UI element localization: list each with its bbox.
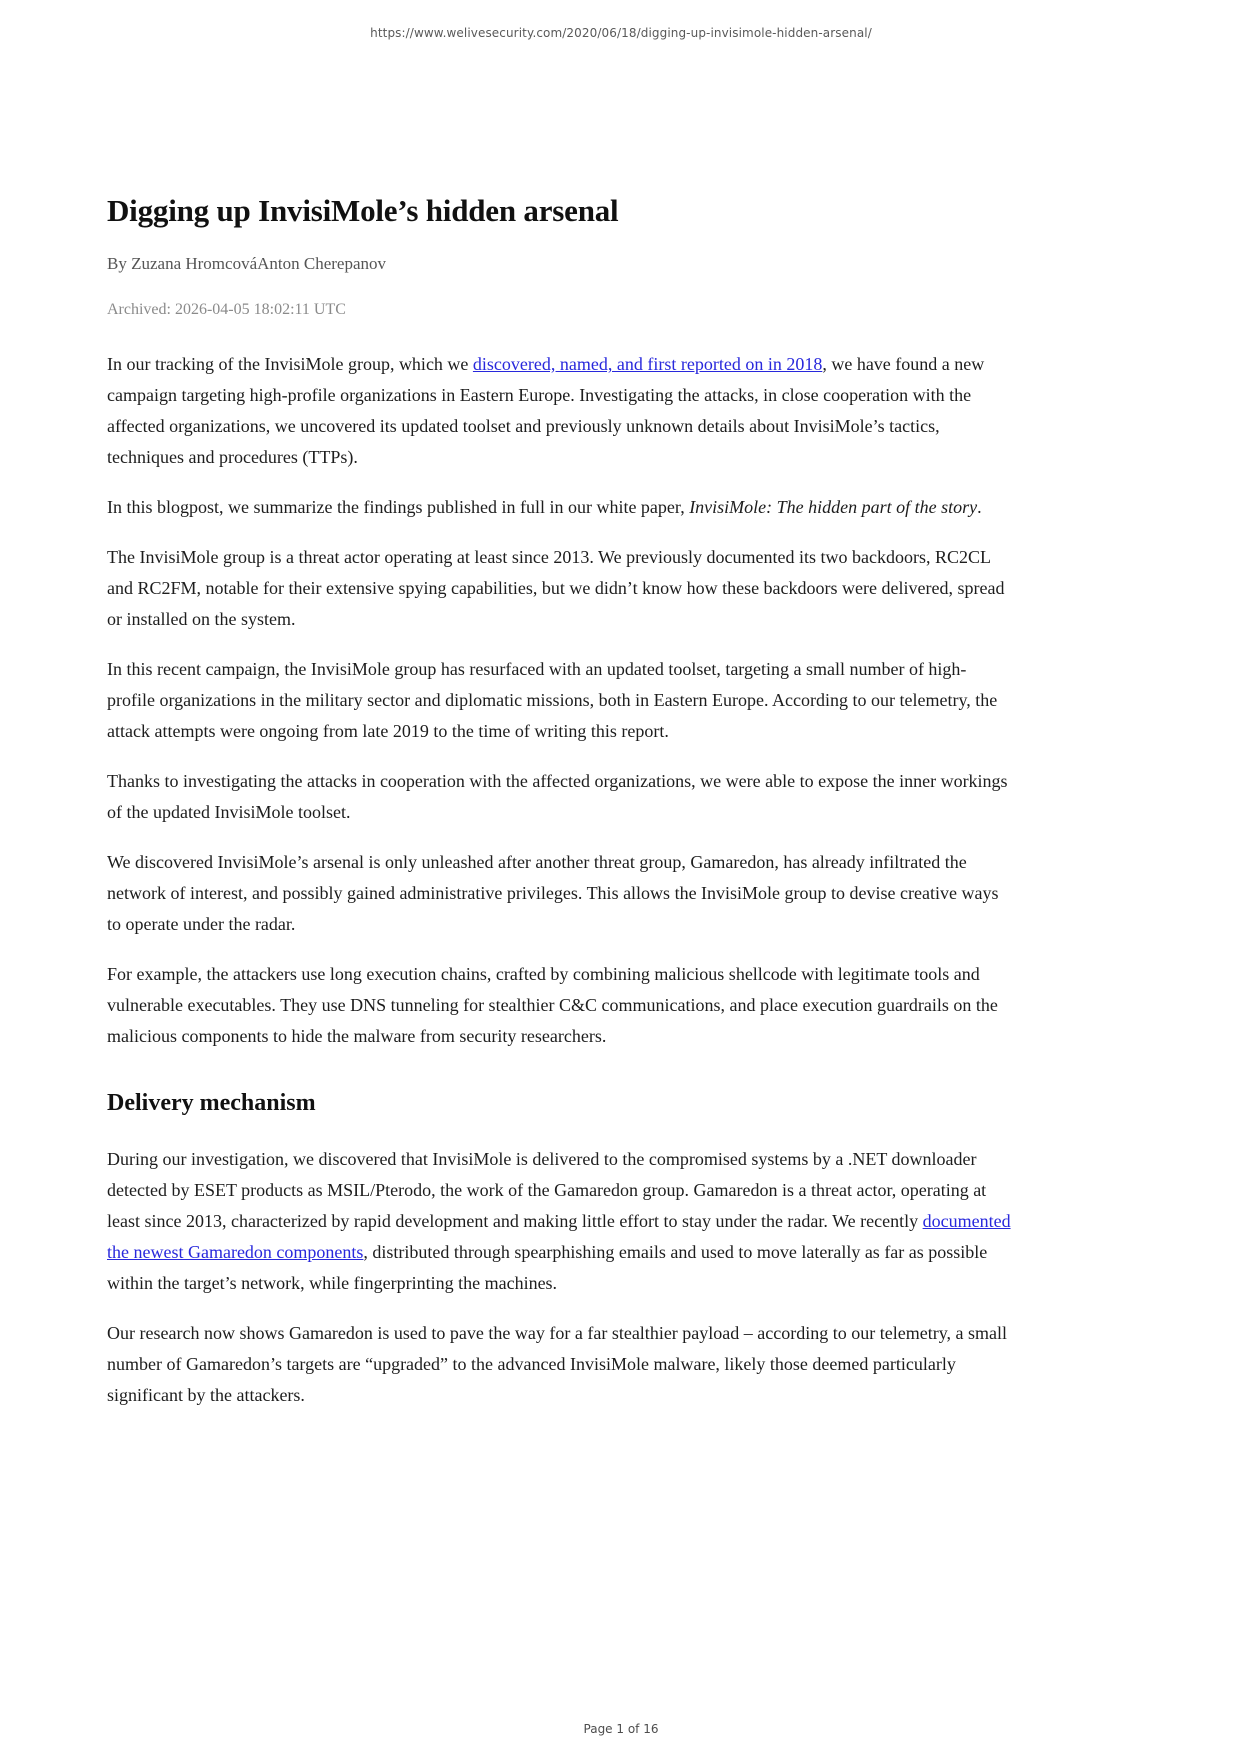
article	[107, 40, 1013, 1411]
text-run: , distributed through spearphishing emails and used to move laterally as far as possible within the target’s network, while fingerprinting the machines.	[107, 1242, 988, 1294]
text-run: In this recent campaign, the InvisiMole group has resurfaced with an updated toolset, targeting a small number of high-profile organizations in the military sector and diplomatic missions, both in Eastern Europe. According to our telemetry, the attack attempts were ongoing from late 2019 to the time of writing this report.	[107, 659, 998, 742]
inline-link[interactable]: discovered, named, and first reported on in 2018	[472, 354, 823, 375]
text-run: , we have found a new campaign targeting high-profile organizations in Eastern Europe. Investigating the attacks, in close cooperation with the affected organizations, we uncovered its updated toolset and previously unknown details about InvisiMole’s tactics, techniques and procedures (TTPs).	[107, 354, 985, 468]
text-run: For example, the attackers use long execution chains, crafted by combining malicious shellcode with legitimate tools and vulnerable executables. They use DNS tunneling for stealthier C&C communications, and place execution guardrails on the malicious components to hide the malware from security researchers.	[107, 964, 998, 1047]
page-number: Page 1 of 16	[583, 1722, 659, 1736]
paragraph	[107, 542, 1013, 635]
article-body	[107, 349, 1013, 1411]
archive-url-header	[0, 0, 1242, 40]
paragraph	[107, 1144, 1013, 1299]
archive-url: https://www.welivesecurity.com/2020/06/18/digging-up-invisimole-hidden-arsenal/	[370, 26, 872, 40]
italic-text: InvisiMole: The hidden part of the story	[689, 497, 978, 518]
page-footer	[0, 1722, 1242, 1736]
byline: By Zuzana HromcováAnton Cherepanov	[107, 254, 386, 274]
paragraph	[107, 349, 1013, 473]
text-run: .	[977, 497, 982, 518]
archived-timestamp: Archived: 2026-04-05 18:02:11 UTC	[107, 301, 346, 319]
paragraph	[107, 959, 1013, 1052]
paragraph	[107, 654, 1013, 747]
inline-link[interactable]: documented the newest Gamaredon components	[107, 1211, 1011, 1263]
text-run: The InvisiMole group is a threat actor operating at least since 2013. We previously documented its two backdoors, RC2CL and RC2FM, notable for their extensive spying capabilities, but we didn’t know how these backdoors were delivered, spread or installed on the system.	[107, 547, 1005, 630]
paragraph	[107, 1318, 1013, 1411]
paragraph	[107, 847, 1013, 940]
text-run: Thanks to investigating the attacks in cooperation with the affected organizations, we were able to expose the inner workings of the updated InvisiMole toolset.	[107, 771, 1008, 823]
text-run: We discovered InvisiMole’s arsenal is only unleashed after another threat group, Gamaredon, has already infiltrated the network of interest, and possibly gained administrative privileges. This allows the InvisiMole group to devise creative ways to operate under the radar.	[107, 852, 999, 935]
paragraph	[107, 766, 1013, 828]
text-run: In this blogpost, we summarize the findings published in full in our white paper,	[107, 497, 690, 518]
text-run: In our tracking of the InvisiMole group, which we	[107, 354, 473, 375]
section-heading: Delivery mechanism	[107, 1090, 316, 1117]
page-title: Digging up InvisiMole’s hidden arsenal	[107, 193, 619, 228]
text-run: Our research now shows Gamaredon is used to pave the way for a far stealthier payload – according to our telemetry, a small number of Gamaredon’s targets are “upgraded” to the advanced InvisiMole malware, likely those deemed particularly significant by the attackers.	[107, 1323, 1008, 1406]
text-run: During our investigation, we discovered that InvisiMole is delivered to the compromised systems by a .NET downloader detected by ESET products as MSIL/Pterodo, the work of the Gamaredon group. Gamaredon is a threat actor, operating at least since 2013, characterized by rapid development and making little effort to stay under the radar. We recently	[107, 1149, 987, 1232]
paragraph	[107, 492, 1013, 523]
